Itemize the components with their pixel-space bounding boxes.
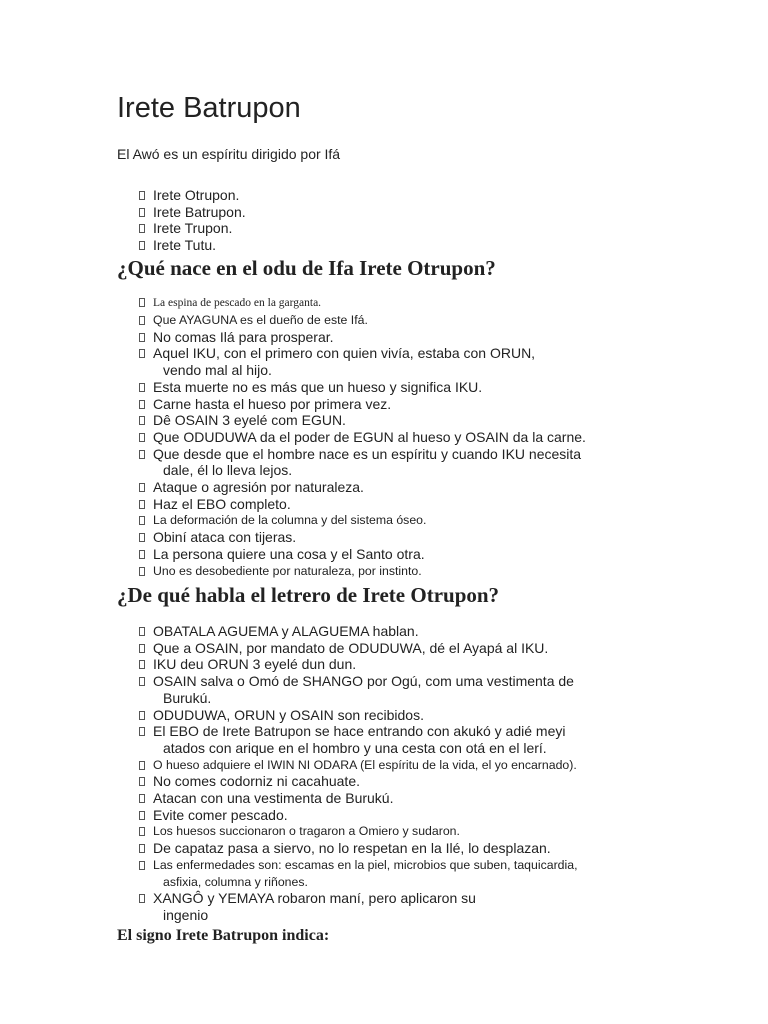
checkbox-bullet-icon xyxy=(139,316,145,325)
checkbox-bullet-icon xyxy=(139,450,145,459)
checkbox-bullet-icon xyxy=(139,349,145,358)
list-item: OSAIN salva o Omó de SHANGO por Ogú, com uma vestimenta de Burukú. xyxy=(139,673,699,706)
checkbox-bullet-icon xyxy=(139,811,145,820)
checkbox-bullet-icon xyxy=(139,333,145,342)
checkbox-bullet-icon xyxy=(139,711,145,720)
list-item: El EBO de Irete Batrupon se hace entrando con akukó y adié meyi atados con arique en el hombro y una cesta con otá en el lerí. xyxy=(139,723,699,756)
checkbox-bullet-icon xyxy=(139,224,145,233)
list-item: Evite comer pescado. xyxy=(139,807,699,824)
list-item: Irete Batrupon. xyxy=(139,204,699,221)
checkbox-bullet-icon xyxy=(139,827,145,836)
checkbox-bullet-icon xyxy=(139,794,145,803)
list-item: Irete Tutu. xyxy=(139,237,699,254)
list-item: Uno es desobediente por naturaleza, por instinto. xyxy=(139,563,699,580)
checkbox-bullet-icon xyxy=(139,660,145,669)
list-item: La deformación de la columna y del sistema óseo. xyxy=(139,512,699,529)
checkbox-bullet-icon xyxy=(139,861,145,870)
checkbox-bullet-icon xyxy=(139,644,145,653)
section-heading-indica: El signo Irete Batrupon indica: xyxy=(117,927,330,944)
checkbox-bullet-icon xyxy=(139,844,145,853)
checkbox-bullet-icon xyxy=(139,533,145,542)
checkbox-bullet-icon xyxy=(139,483,145,492)
section-heading-letrero: ¿De qué habla el letrero de Irete Otrupon? xyxy=(117,583,500,607)
list-item: IKU deu ORUN 3 eyelé dun dun. xyxy=(139,656,699,673)
checkbox-bullet-icon xyxy=(139,298,145,307)
list-item: Haz el EBO completo. xyxy=(139,496,699,513)
list-item: Que ODUDUWA da el poder de EGUN al hueso y OSAIN da la carne. xyxy=(139,429,699,446)
checkbox-bullet-icon xyxy=(139,191,145,200)
list-item: Irete Otrupon. xyxy=(139,187,699,204)
names-list xyxy=(139,187,699,254)
list-item: Aquel IKU, con el primero con quien vivía, estaba con ORUN, vendo mal al hijo. xyxy=(139,345,699,378)
list-item: La persona quiere una cosa y el Santo otra. xyxy=(139,546,699,563)
section2-list xyxy=(139,623,699,924)
list-item: Esta muerte no es más que un hueso y significa IKU. xyxy=(139,379,699,396)
page-title: Irete Batrupon xyxy=(117,92,301,124)
checkbox-bullet-icon xyxy=(139,761,145,770)
list-item: Que AYAGUNA es el dueño de este Ifá. xyxy=(139,312,699,329)
checkbox-bullet-icon xyxy=(139,727,145,736)
list-item: XANGÔ y YEMAYA robaron maní, pero aplicaron su ingenio xyxy=(139,890,699,923)
checkbox-bullet-icon xyxy=(139,400,145,409)
checkbox-bullet-icon xyxy=(139,627,145,636)
list-item: Ataque o agresión por naturaleza. xyxy=(139,479,699,496)
checkbox-bullet-icon xyxy=(139,516,145,525)
checkbox-bullet-icon xyxy=(139,241,145,250)
list-item: Atacan con una vestimenta de Burukú. xyxy=(139,790,699,807)
list-item: No comas Ilá para prosperar. xyxy=(139,329,699,346)
checkbox-bullet-icon xyxy=(139,208,145,217)
list-item: La espina de pescado en la garganta. xyxy=(139,294,699,312)
list-item: Carne hasta el hueso por primera vez. xyxy=(139,396,699,413)
checkbox-bullet-icon xyxy=(139,677,145,686)
intro-text: El Awó es un espíritu dirigido por Ifá xyxy=(117,146,341,162)
list-item: Las enfermedades son: escamas en la piel, microbios que suben, taquicardia, asfixia, columna y riñones. xyxy=(139,857,699,890)
list-item: O hueso adquiere el IWIN NI ODARA (El espíritu de la vida, el yo encarnado). xyxy=(139,757,699,774)
checkbox-bullet-icon xyxy=(139,500,145,509)
list-item: Que a OSAIN, por mandato de ODUDUWA, dé el Ayapá al IKU. xyxy=(139,640,699,657)
section-heading-nace: ¿Qué nace en el odu de Ifa Irete Otrupon? xyxy=(117,256,496,280)
list-item: Que desde que el hombre nace es un espíritu y cuando IKU necesita dale, él lo lleva lejos. xyxy=(139,446,699,479)
checkbox-bullet-icon xyxy=(139,383,145,392)
checkbox-bullet-icon xyxy=(139,777,145,786)
checkbox-bullet-icon xyxy=(139,567,145,576)
list-item: Los huesos succionaron o tragaron a Omiero y sudaron. xyxy=(139,823,699,840)
checkbox-bullet-icon xyxy=(139,433,145,442)
list-item: Irete Trupon. xyxy=(139,220,699,237)
list-item: OBATALA AGUEMA y ALAGUEMA hablan. xyxy=(139,623,699,640)
checkbox-bullet-icon xyxy=(139,550,145,559)
list-item: ODUDUWA, ORUN y OSAIN son recibidos. xyxy=(139,707,699,724)
list-item: Obiní ataca con tijeras. xyxy=(139,529,699,546)
checkbox-bullet-icon xyxy=(139,416,145,425)
checkbox-bullet-icon xyxy=(139,894,145,903)
list-item: De capataz pasa a siervo, no lo respetan en la Ilé, lo desplazan. xyxy=(139,840,699,857)
section1-list xyxy=(139,294,699,579)
list-item: No comes codorniz ni cacahuate. xyxy=(139,773,699,790)
list-item: Dê OSAIN 3 eyelé com EGUN. xyxy=(139,412,699,429)
